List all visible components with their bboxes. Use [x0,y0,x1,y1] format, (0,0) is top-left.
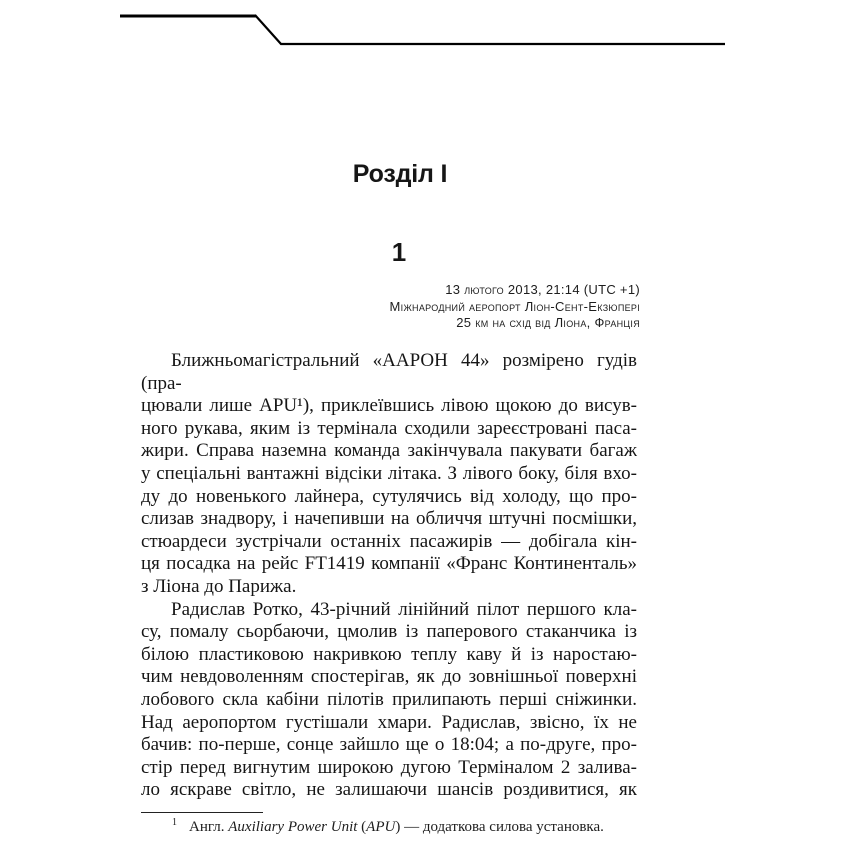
body-line: бачив: по-перше, сонце зайшло ще о 18:04; а по-друге, про- [141,734,637,756]
body-line: у спеціальні вантажні відсіки літака. З лівого боку, біля вхо- [141,462,637,484]
footnote-text [189,819,604,835]
paragraph-1 [141,350,637,599]
body-line: білою пластиковою накривкою теплу каву й із наростаю- [141,643,637,665]
dateline-line: Міжнародний аеропорт Ліон-Сент-Екзюпері [389,298,640,314]
section-number: 1 [391,237,407,267]
body-line: слизав знадвору, і начепивши на обличчя штучні посмішки, [141,508,637,530]
footnote [141,818,732,837]
footnote-text-segment: ( [357,819,367,835]
body-line: ного рукава, яким із термінала сходили зареєстровані паса- [141,417,637,439]
footnote-separator-rule [141,812,263,813]
paragraph-2 [141,599,637,802]
footnote-latin-term: APU [366,819,396,835]
dateline-line: 25 км на схід від Ліона, Франція [456,315,640,330]
footnote-text-segment: ) — додаткова силова установка. [395,819,604,835]
body-line: чим невдоволенням спостерігав, як до зовнішньої поверхні [141,666,637,688]
body-line: су, помалу сьорбаючи, цмолив із паперового стаканчика із [141,621,637,643]
body-line: ця посадка на рейс FT1419 компанії «Франс Континенталь» [141,553,637,575]
footnote-text-segment: Англ. [189,819,229,835]
body-line: лобового скла кабіни пілотів прилипають перші сніжинки. [141,688,637,710]
body-line: стюардеси зустрічали останніх пасажирів — добігала кін- [141,530,637,552]
footnote-latin-term: Auxiliary Power Unit [228,819,358,835]
chapter-title: Розділ I [352,160,448,188]
footnote-marker: 1 [172,817,177,828]
dateline [390,282,640,332]
body-line: ду до новенького лайнера, сутулячись від холоду, що про- [141,485,637,507]
body-line: Радислав Ротко, 43-річний лінійний пілот першого кла- [171,598,637,620]
body-line: жири. Справа наземна команда закінчувала пакувати багаж [141,440,637,462]
chapter-ornament-rule [0,0,849,60]
body-line: стір перед вигнутим широкою дугою Терміналом 2 залива- [141,756,637,778]
body-line: ло яскраве світло, не залишаючи шансів роздивитися, як [141,779,637,801]
body-text [141,350,637,802]
body-line: Над аеропортом густішали хмари. Радислав, звісно, їх не [141,711,637,733]
body-line: Ближньомагістральний «ААРОН 44» розмірено гудів (пра- [141,350,637,394]
body-line: цювали лише APU¹), приклеївшись лівою щокою до висув- [141,395,637,417]
body-line: з Ліона до Парижа. [141,575,297,597]
dateline-line: 13 лютого 2013, 21:14 (UTC +1) [445,282,640,297]
